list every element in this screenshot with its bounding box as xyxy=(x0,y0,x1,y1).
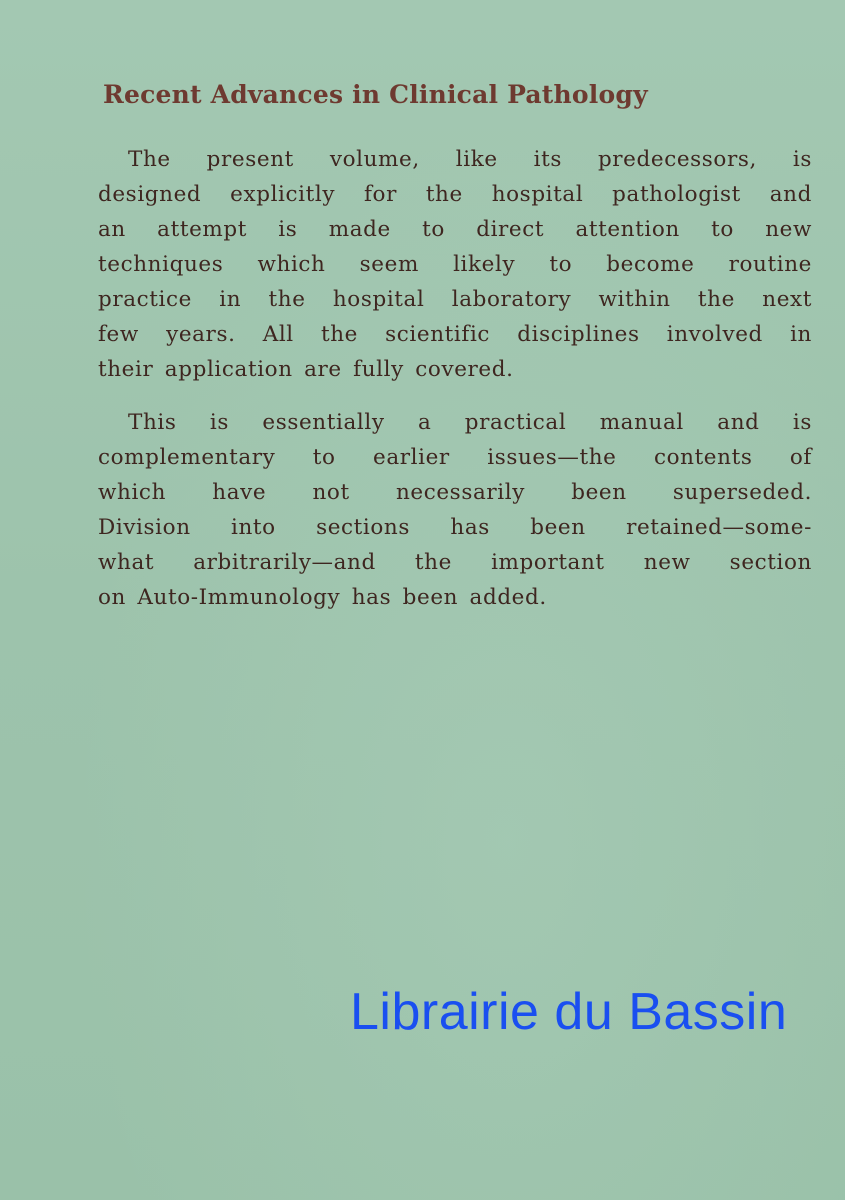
paragraph-line: The present volume, like its predecessors, is xyxy=(128,147,812,172)
paragraph-line: which have not necessarily been superseded. xyxy=(98,480,812,505)
book-title: Recent Advances in Clinical Pathology xyxy=(103,80,648,109)
description-paragraph-1 xyxy=(98,142,812,387)
paragraph-line: their application are fully covered. xyxy=(98,357,514,382)
paragraph-line: few years. All the scientific disciplines involved in xyxy=(98,322,812,347)
bookseller-watermark: Librairie du Bassin xyxy=(350,983,788,1041)
paragraph-line: This is essentially a practical manual and is xyxy=(128,410,812,435)
paragraph-line: what arbitrarily—and the important new section xyxy=(98,550,812,575)
paragraph-line: Division into sections has been retained—some- xyxy=(98,515,812,540)
paragraph-line: designed explicitly for the hospital pathologist and xyxy=(98,182,812,207)
paragraph-line: an attempt is made to direct attention to new xyxy=(98,217,812,242)
description-paragraph-2 xyxy=(98,405,812,615)
paragraph-line: practice in the hospital laboratory within the next xyxy=(98,287,812,312)
paragraph-line: techniques which seem likely to become routine xyxy=(98,252,812,277)
paragraph-line: on Auto-Immunology has been added. xyxy=(98,585,547,610)
paragraph-line: complementary to earlier issues—the contents of xyxy=(98,445,812,470)
